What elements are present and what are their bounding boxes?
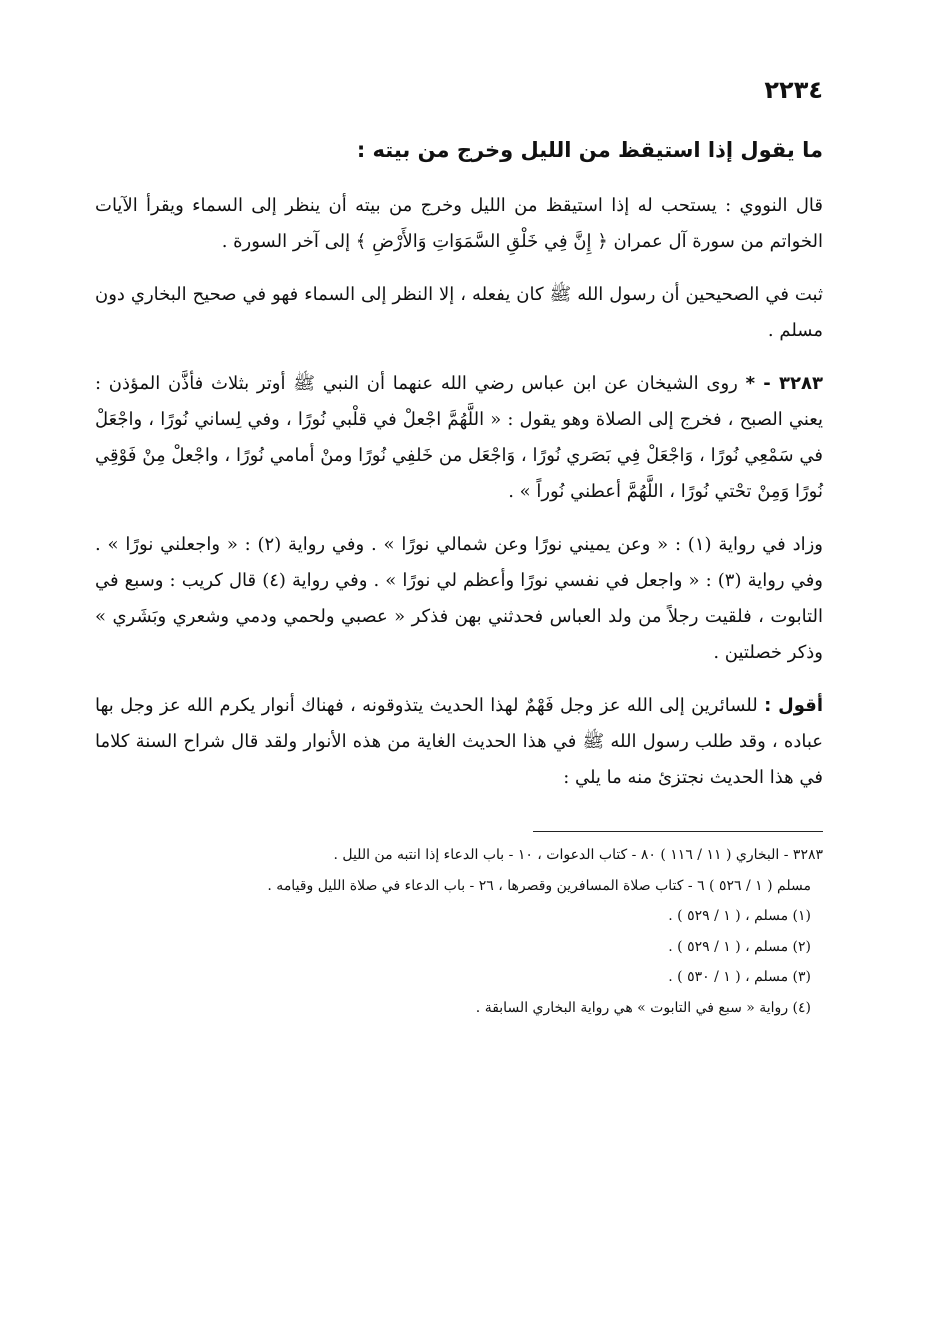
footnote-separator-wrap xyxy=(95,813,823,840)
footnote-1: (١) مسلم ، ( ١ / ٥٢٩ ) . xyxy=(668,908,811,924)
footnotes xyxy=(95,840,823,1023)
hadith-number: ٣٢٨٣ - * xyxy=(745,373,823,394)
paragraph-narrations: وزاد في رواية (١) : « وعن يميني نورًا وعن شمالي نورًا » . وفي رواية (٢) : « واجعلني نورًا » . وفي رواية (٣) : « واجعل في نفسي نورًا وأعظم لي نورًا » . وفي رواية (٤) قال كريب : وسبع في التابوت ، فلقيت رجلاً من ولد العباس فحدثني بهن فذكر « عصبي ولحمي ودمي وشعري وبَشَري » وذكر خصلتين . xyxy=(95,534,823,663)
footnote-4: (٤) رواية « سبع في التابوت » هي رواية البخاري السابقة . xyxy=(475,999,811,1016)
page-number: ٢٢٣٤ xyxy=(764,76,823,104)
footnote-muslim: مسلم ( ١ / ٥٢٦ ) ٦ - كتاب صلاة المسافرين وقصرها ، ٢٦ - باب الدعاء في صلاة الليل وقيامه . xyxy=(267,877,811,894)
paragraph-nawawi: قال النووي : يستحب له إذا استيقظ من الليل وخرج من بيته أن ينظر إلى السماء ويقرأ الآيات الخواتم من سورة آل عمران ﴿ إِنَّ فِي خَلْقِ السَّمَوَاتِ وَالأَرْضِ ﴾ إلى آخر السورة . xyxy=(95,195,823,252)
hadith-text: روى الشيخان عن ابن عباس رضي الله عنهما أن النبي ﷺ أوتر بثلاث فأذَّن المؤذن : يعني الصبح ، فخرج إلى الصلاة وهو يقول : « اللَّهُمَّ اجْعلْ في قلْبي نُورًا ، وفي لِساني نُورًا ، واجْعَلْ في سَمْعِي نُورًا ، وَاجْعَلْ فِي بَصَري نُورًا ، وَاجْعَل من خَلفِي نُورًا ومنْ أمامي نُورًا ، واجْعلْ مِنْ فَوْقِي نُورًا وَمِنْ تحْتي نُورًا ، اللَّهُمَّ أعطني نُوراً » . xyxy=(95,373,823,502)
footnote-separator xyxy=(533,831,823,832)
footnote-2: (٢) مسلم ، ( ١ / ٥٢٩ ) . xyxy=(668,938,811,955)
paragraph-commentary xyxy=(95,688,823,796)
commentary-text: للسائرين إلى الله عز وجل فَهْمٌ لهذا الحديث يتذوقونه ، فهناك أنوار يكرم الله عز وجل بها عباده ، وقد طلب رسول الله ﷺ في هذا الحديث الغاية من هذه الأنوار ولقد قال شراح السنة كلاما في هذا الحديث نجتزئ منه ما يلي : xyxy=(95,695,823,788)
footnote-3: (٣) مسلم ، ( ١ / ٥٣٠ ) . xyxy=(668,969,811,985)
paragraph-hadith-3283 xyxy=(95,366,823,510)
footnote-bukhari: ٣٢٨٣ - البخاري ( ١١ / ١١٦ ) ٨٠ - كتاب الدعوات ، ١٠ - باب الدعاء إذا انتبه من الليل . xyxy=(333,847,823,863)
commentary-lead: أقول : xyxy=(764,695,824,716)
paragraph-sahihain: ثبت في الصحيحين أن رسول الله ﷺ كان يفعله ، إلا النظر إلى السماء فهو في صحيح البخاري دون مسلم . xyxy=(95,284,823,341)
section-heading: ما يقول إذا استيقظ من الليل وخرج من بيته : xyxy=(356,138,823,162)
document-page xyxy=(95,70,823,1023)
